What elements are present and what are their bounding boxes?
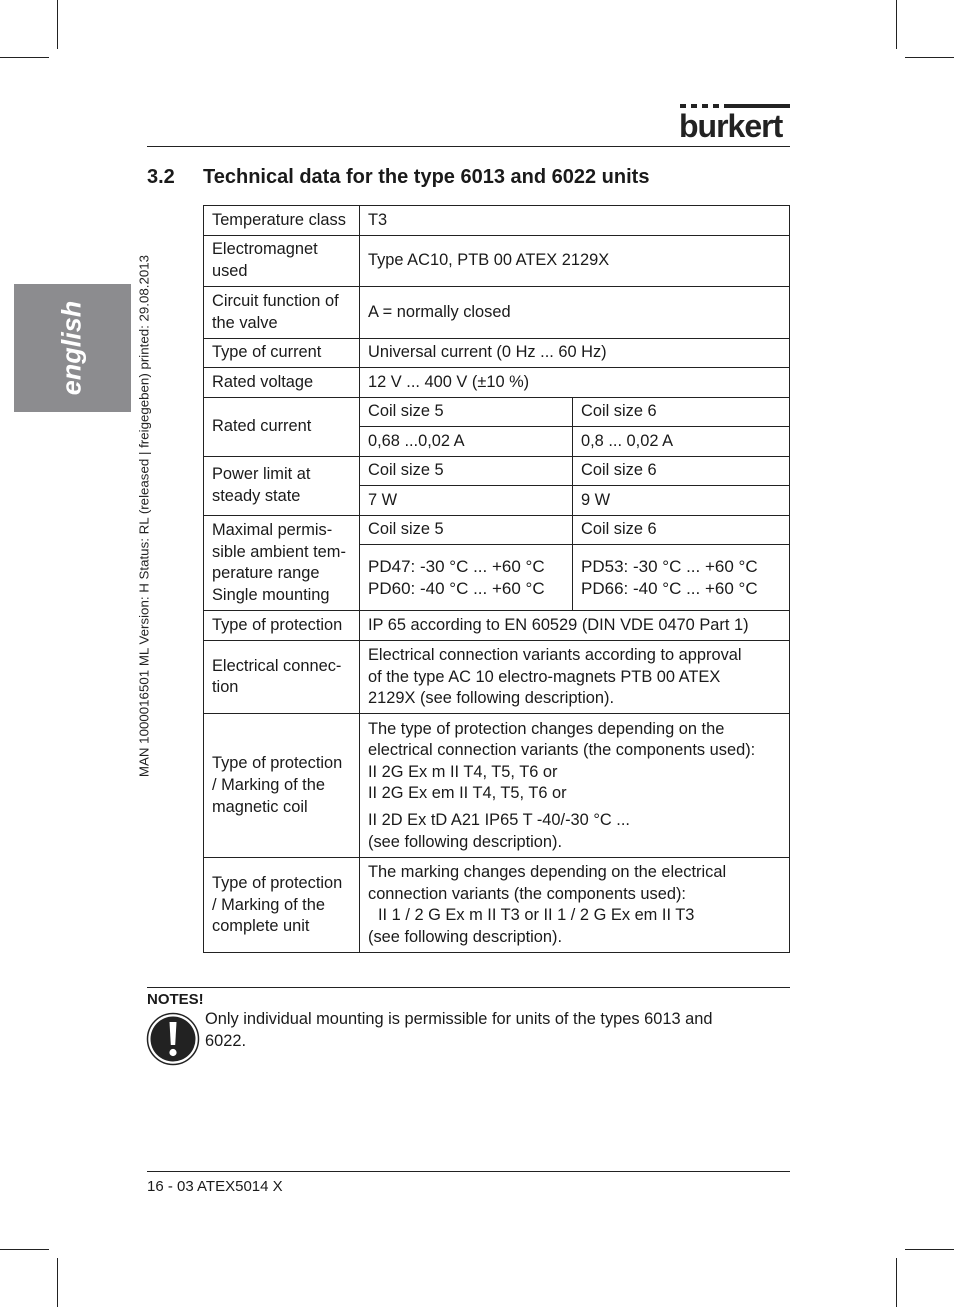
coil-size-cell: Coil size 5 bbox=[360, 398, 573, 427]
crop-mark bbox=[0, 1249, 49, 1250]
footer-rule bbox=[147, 1171, 790, 1172]
row-value: Electrical connection variants according to approval of the type AC 10 electro-magnets PTB 00 ATEX 2129X (see following description). bbox=[360, 641, 790, 714]
notes-title: NOTES! bbox=[147, 991, 204, 1008]
document-meta: MAN 1000016501 ML Version: H Status: RL (released | freigegeben) printed: 29.08.2013 bbox=[136, 254, 152, 778]
table-row bbox=[204, 236, 790, 287]
crop-mark bbox=[896, 0, 897, 49]
row-label: Power limit at steady state bbox=[204, 457, 360, 516]
notes-text: Only individual mounting is permissible for units of the types 6013 and 6022. bbox=[205, 1010, 713, 1050]
row-value: The marking changes depending on the electrical connection variants (the components used): II 1 / 2 G Ex m II T3 or II 1 / 2 G Ex em II T3 (see following description). bbox=[360, 858, 790, 953]
table-row bbox=[204, 611, 790, 641]
coil-size-cell: Coil size 5 bbox=[360, 457, 573, 486]
row-value: The type of protection changes depending on the electrical connection variants (the components used): II 2G Ex m II T4, T5, T6 or II 2G Ex em II T4, T5, T6 or II 2D Ex tD A21 IP65 T -40/-30 °C ... (see following description). bbox=[360, 714, 790, 858]
row-value: 0,68 ...0,02 A bbox=[360, 427, 573, 457]
crop-mark bbox=[0, 57, 49, 58]
row-value: PD53: -30 °C ... +60 °C PD66: -40 °C ... +60 °C bbox=[573, 545, 790, 611]
table-row bbox=[204, 516, 790, 545]
language-tab bbox=[14, 284, 131, 412]
row-label: Maximal permis- sible ambient tem- perature range Single mounting bbox=[204, 516, 360, 611]
row-value: 7 W bbox=[360, 486, 573, 516]
crop-mark bbox=[57, 0, 58, 49]
row-value: 9 W bbox=[573, 486, 790, 516]
row-label: Rated current bbox=[204, 398, 360, 457]
row-label: Circuit function of the valve bbox=[204, 287, 360, 339]
notes-rule bbox=[147, 987, 790, 988]
coil-size-cell: Coil size 6 bbox=[573, 457, 790, 486]
technical-data-table bbox=[203, 205, 790, 953]
table-row bbox=[204, 457, 790, 486]
row-label: Electromagnet used bbox=[204, 236, 360, 287]
exclamation-icon bbox=[146, 1012, 200, 1066]
logo-text: burkert bbox=[679, 108, 783, 144]
crop-mark bbox=[57, 1258, 58, 1307]
row-label: Electrical connec- tion bbox=[204, 641, 360, 714]
row-value: A = normally closed bbox=[360, 287, 790, 339]
crop-mark bbox=[905, 1249, 954, 1250]
row-value: Universal current (0 Hz ... 60 Hz) bbox=[360, 339, 790, 368]
coil-size-cell: Coil size 6 bbox=[573, 398, 790, 427]
row-label: Type of current bbox=[204, 339, 360, 368]
row-value: 0,8 ... 0,02 A bbox=[573, 427, 790, 457]
section-number: 3.2 bbox=[147, 166, 175, 188]
table-row bbox=[204, 368, 790, 398]
row-value: T3 bbox=[360, 206, 790, 236]
row-value: Type AC10, PTB 00 ATEX 2129X bbox=[360, 236, 790, 287]
crop-mark bbox=[896, 1258, 897, 1307]
table-row bbox=[204, 287, 790, 339]
table-row bbox=[204, 206, 790, 236]
row-label: Temperature class bbox=[204, 206, 360, 236]
row-label: Type of protection bbox=[204, 611, 360, 641]
table-row bbox=[204, 714, 790, 858]
crop-mark bbox=[905, 57, 954, 58]
burkert-logo bbox=[680, 104, 790, 144]
coil-size-cell: Coil size 6 bbox=[573, 516, 790, 545]
row-value: 12 V ... 400 V (±10 %) bbox=[360, 368, 790, 398]
row-value: PD47: -30 °C ... +60 °C PD60: -40 °C ... +60 °C bbox=[360, 545, 573, 611]
row-label: Rated voltage bbox=[204, 368, 360, 398]
page-footer: 16 - 03 ATEX5014 X bbox=[147, 1178, 283, 1195]
table-row bbox=[204, 641, 790, 714]
table-row bbox=[204, 858, 790, 953]
section-heading bbox=[147, 166, 649, 189]
language-tab-label: english bbox=[56, 300, 87, 396]
table-row bbox=[204, 339, 790, 368]
row-value: IP 65 according to EN 60529 (DIN VDE 0470 Part 1) bbox=[360, 611, 790, 641]
row-label: Type of protection / Marking of the complete unit bbox=[204, 858, 360, 953]
table-row bbox=[204, 398, 790, 427]
header-rule bbox=[147, 146, 790, 147]
row-label: Type of protection / Marking of the magnetic coil bbox=[204, 714, 360, 858]
coil-size-cell: Coil size 5 bbox=[360, 516, 573, 545]
section-title: Technical data for the type 6013 and 6022 units bbox=[203, 166, 650, 188]
